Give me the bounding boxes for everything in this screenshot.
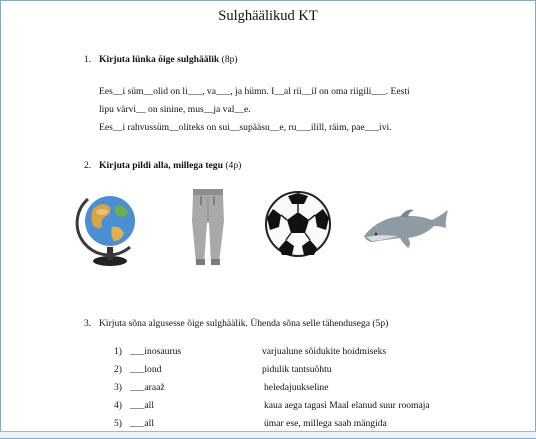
task3-row-meaning: pidulik tantsuõhtu [262, 364, 332, 375]
football-image [264, 190, 332, 258]
task3-row-meaning: heledajuukseline [264, 382, 329, 393]
task1-line-1: Ees__i süm__olid on li___, va___, ja hümn. I__al rii__il on oma riigili___. Eesti [99, 86, 410, 97]
task2-number: 2. [84, 160, 92, 171]
task3-row-word: ___araaž [130, 382, 165, 393]
task1-number: 1. [84, 54, 92, 65]
task2-points: (4p) [225, 160, 242, 171]
task3-number: 3. [84, 318, 92, 329]
task1-heading [99, 54, 238, 65]
task3-row-num: 4) [114, 400, 122, 411]
task1-line-2: lipu värvi__ on sinine, mus__ja val__e. [99, 104, 251, 115]
task3-row-num: 2) [114, 364, 122, 375]
task1-heading-text: Kirjuta lünka õige sulghäälik [99, 54, 220, 65]
task3-row-num: 3) [114, 382, 122, 393]
task3-row-word: ___all [130, 400, 154, 411]
task3-heading-text: Kirjuta sõna algusesse õige sulghäälik. Ühenda sõna selle tähendusega [99, 318, 370, 329]
task3-row-word: ___inosaurus [130, 346, 182, 357]
sweatpants-image [187, 187, 229, 269]
dolphin-image [362, 206, 450, 250]
page-title: Sulghäälikud KT [218, 8, 318, 24]
task1-points: (8p) [221, 54, 238, 65]
task3-row-meaning: varjualune sõidukite hoidmiseks [262, 346, 387, 357]
task3-row-num: 1) [114, 346, 122, 357]
task3-row-meaning: ümar ese, millega saab mängida [264, 418, 387, 429]
globe-image [80, 187, 142, 267]
task3-heading [99, 318, 388, 329]
task1-line-3: Ees__i rahvussüm__oliteks on sui__supääsu__e, ru___ilill, räim, pae___ivi. [99, 122, 392, 133]
task2-heading [99, 160, 241, 171]
task3-row-word: ___all [130, 418, 154, 429]
task3-row-word: ___lond [130, 364, 162, 375]
task2-heading-text: Kirjuta pildi alla, millega tegu [99, 160, 223, 171]
task3-row-num: 5) [114, 418, 122, 429]
page-bottom-edge [0, 431, 536, 438]
task3-points: (5p) [372, 318, 389, 329]
task3-row-meaning: kaua aega tagasi Maal elanud suur roomaja [264, 400, 430, 411]
